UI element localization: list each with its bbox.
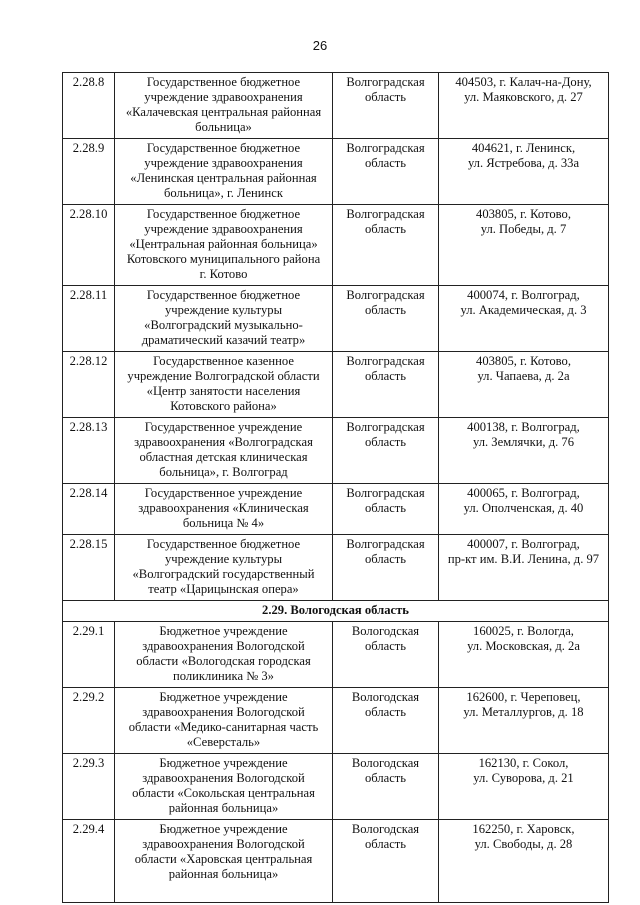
region-line: Волгоградская	[346, 420, 425, 434]
page-number: 26	[312, 38, 328, 53]
address-cell	[439, 484, 609, 535]
institution-name-line: учреждение культуры	[164, 552, 283, 566]
address-line: 400074, г. Волгоград,	[467, 288, 580, 302]
region-cell	[333, 754, 439, 820]
address-line: 160025, г. Вологда,	[473, 624, 574, 638]
address-line: 162250, г. Харовск,	[472, 822, 575, 836]
institution-name-line: области «Медико-санитарная часть	[128, 720, 319, 734]
region-line: Вологодская	[351, 756, 420, 770]
institution-name-line: Государственное учреждение	[144, 420, 303, 434]
institution-name-line: больница», г. Волгоград	[159, 465, 288, 479]
region-line: Волгоградская	[346, 288, 425, 302]
address-line: ул. Московская, д. 2а	[467, 639, 580, 653]
institution-name-line: Государственное учреждение	[144, 486, 303, 500]
table-row	[63, 535, 609, 601]
address-line: 404503, г. Калач-на-Дону,	[455, 75, 592, 89]
institution-name-line: здравоохранения «Клиническая	[138, 501, 309, 515]
institution-name-line: Котовского района»	[170, 399, 277, 413]
institution-name-line: Государственное бюджетное	[146, 141, 301, 155]
address-cell	[439, 535, 609, 601]
institution-name-line: учреждение здравоохранения	[144, 222, 303, 236]
row-number: 2.29.2	[63, 688, 115, 754]
institution-name-line: Государственное бюджетное	[146, 537, 301, 551]
institution-name-cell	[115, 418, 333, 484]
region-line: область	[364, 552, 407, 566]
address-cell	[439, 352, 609, 418]
table-row	[63, 418, 609, 484]
institution-name-line: «Северсталь»	[186, 735, 261, 749]
row-number: 2.28.15	[63, 535, 115, 601]
address-line: ул. Суворова, д. 21	[473, 771, 574, 785]
address-line: 403805, г. Котово,	[476, 207, 571, 221]
institution-name-cell	[115, 139, 333, 205]
institution-name-cell	[115, 286, 333, 352]
region-line: Волгоградская	[346, 486, 425, 500]
region-line: Волгоградская	[346, 141, 425, 155]
address-line: 404621, г. Ленинск,	[471, 141, 576, 155]
institution-name-line: Бюджетное учреждение	[159, 756, 288, 770]
region-cell	[333, 622, 439, 688]
institution-name-line: районная больница»	[168, 801, 279, 815]
address-cell	[439, 73, 609, 139]
row-number: 2.28.11	[63, 286, 115, 352]
row-number: 2.28.12	[63, 352, 115, 418]
address-cell	[439, 622, 609, 688]
region-line: область	[364, 156, 407, 170]
region-line: Волгоградская	[346, 207, 425, 221]
region-cell	[333, 352, 439, 418]
region-line: Волгоградская	[346, 354, 425, 368]
region-line: область	[364, 837, 407, 851]
region-line: область	[364, 639, 407, 653]
institution-name-line: «Калачевская центральная районная	[125, 105, 322, 119]
institution-name-line: Государственное бюджетное	[146, 207, 301, 221]
institution-name-line: «Волгоградский государственный	[132, 567, 315, 581]
institution-name-line: «Ленинская центральная районная	[130, 171, 317, 185]
institution-name-line: областная детская клиническая	[139, 450, 308, 464]
institution-name-cell	[115, 820, 333, 903]
institution-name-line: учреждение здравоохранения	[144, 90, 303, 104]
address-line: ул. Академическая, д. 3	[460, 303, 587, 317]
row-number: 2.29.1	[63, 622, 115, 688]
address-cell	[439, 139, 609, 205]
institution-name-line: районная больница»	[168, 867, 279, 881]
institution-name-line: Бюджетное учреждение	[159, 690, 288, 704]
region-line: область	[364, 303, 407, 317]
table-row	[63, 352, 609, 418]
institution-name-line: учреждение культуры	[164, 303, 283, 317]
institution-name-line: здравоохранения Вологодской	[142, 837, 305, 851]
table-row	[63, 484, 609, 535]
row-number: 2.28.13	[63, 418, 115, 484]
address-line: ул. Металлургов, д. 18	[463, 705, 584, 719]
row-number: 2.28.9	[63, 139, 115, 205]
institution-name-cell	[115, 688, 333, 754]
address-line: ул. Чапаева, д. 2а	[477, 369, 570, 383]
institution-name-line: учреждение здравоохранения	[144, 156, 303, 170]
institution-name-cell	[115, 352, 333, 418]
address-cell	[439, 205, 609, 286]
institution-name-line: здравоохранения Вологодской	[142, 639, 305, 653]
institution-name-line: больница», г. Ленинск	[164, 186, 283, 200]
institution-name-line: поликлиника № 3»	[173, 669, 274, 683]
address-line: пр-кт им. В.И. Ленина, д. 97	[447, 552, 600, 566]
region-cell	[333, 688, 439, 754]
address-line: ул. Ополченская, д. 40	[463, 501, 584, 515]
institution-name-line: Государственное казенное	[153, 354, 294, 368]
institution-name-line: г. Котово	[199, 267, 248, 281]
institution-name-cell	[115, 73, 333, 139]
address-line: 400138, г. Волгоград,	[467, 420, 580, 434]
region-line: область	[364, 90, 407, 104]
institution-name-line: «Волгоградский музыкально-	[144, 318, 303, 332]
institutions-table	[62, 72, 609, 903]
section-header-row	[63, 601, 609, 622]
address-cell	[439, 688, 609, 754]
table-row	[63, 73, 609, 139]
institution-name-line: Бюджетное учреждение	[159, 624, 288, 638]
address-line: 162130, г. Сокол,	[478, 756, 569, 770]
address-cell	[439, 820, 609, 903]
address-line: 162600, г. Череповец,	[466, 690, 581, 704]
institution-name-line: Государственное бюджетное	[146, 75, 301, 89]
region-cell	[333, 535, 439, 601]
address-line: ул. Маяковского, д. 27	[464, 90, 583, 104]
address-line: ул. Свободы, д. 28	[474, 837, 573, 851]
address-cell	[439, 286, 609, 352]
table-row	[63, 139, 609, 205]
institution-name-cell	[115, 205, 333, 286]
row-number: 2.28.8	[63, 73, 115, 139]
table-row	[63, 754, 609, 820]
region-line: область	[364, 222, 407, 236]
region-line: Волгоградская	[346, 75, 425, 89]
region-cell	[333, 286, 439, 352]
institution-name-cell	[115, 754, 333, 820]
address-line: 400007, г. Волгоград,	[467, 537, 580, 551]
region-line: область	[364, 705, 407, 719]
region-line: область	[364, 435, 407, 449]
address-line: ул. Ястребова, д. 33а	[467, 156, 580, 170]
region-cell	[333, 139, 439, 205]
address-line: ул. Победы, д. 7	[480, 222, 567, 236]
institution-name-cell	[115, 484, 333, 535]
institution-name-line: здравоохранения Вологодской	[142, 771, 305, 785]
table-row	[63, 622, 609, 688]
table-row	[63, 820, 609, 903]
region-cell	[333, 820, 439, 903]
row-number: 2.28.10	[63, 205, 115, 286]
institution-name-cell	[115, 535, 333, 601]
institution-name-line: области «Харовская центральная	[134, 852, 313, 866]
address-line: ул. Землячки, д. 76	[472, 435, 575, 449]
table-row	[63, 205, 609, 286]
region-line: Волгоградская	[346, 537, 425, 551]
region-line: область	[364, 501, 407, 515]
address-line: 400065, г. Волгоград,	[467, 486, 580, 500]
region-line: область	[364, 369, 407, 383]
institution-name-line: больница № 4»	[182, 516, 265, 530]
institution-name-line: Бюджетное учреждение	[159, 822, 288, 836]
institution-name-line: учреждение Волгоградской области	[127, 369, 320, 383]
institution-name-line: «Центральная районная больница»	[129, 237, 318, 251]
region-cell	[333, 205, 439, 286]
row-number: 2.29.3	[63, 754, 115, 820]
institution-name-cell	[115, 622, 333, 688]
table-row	[63, 688, 609, 754]
institution-name-line: здравоохранения Вологодской	[142, 705, 305, 719]
row-number: 2.28.14	[63, 484, 115, 535]
institution-name-line: здравоохранения «Волгоградская	[134, 435, 313, 449]
region-cell	[333, 418, 439, 484]
institution-name-line: области «Сокольская центральная	[132, 786, 315, 800]
section-title: 2.29. Вологодская область	[63, 601, 609, 622]
institution-name-line: «Центр занятости населения	[146, 384, 301, 398]
institution-name-line: Государственное бюджетное	[146, 288, 301, 302]
table-row	[63, 286, 609, 352]
address-line: 403805, г. Котово,	[476, 354, 571, 368]
address-cell	[439, 418, 609, 484]
region-line: область	[364, 771, 407, 785]
region-line: Вологодская	[351, 690, 420, 704]
institution-name-line: театр «Царицынская опера»	[148, 582, 299, 596]
row-number: 2.29.4	[63, 820, 115, 903]
table-body	[63, 73, 609, 903]
region-line: Вологодская	[351, 822, 420, 836]
region-cell	[333, 484, 439, 535]
institution-name-line: Котовского муниципального района	[126, 252, 321, 266]
address-cell	[439, 754, 609, 820]
region-cell	[333, 73, 439, 139]
institution-name-line: области «Вологодская городская	[136, 654, 311, 668]
institution-name-line: драматический казачий театр»	[141, 333, 306, 347]
institution-name-line: больница»	[195, 120, 252, 134]
region-line: Вологодская	[351, 624, 420, 638]
